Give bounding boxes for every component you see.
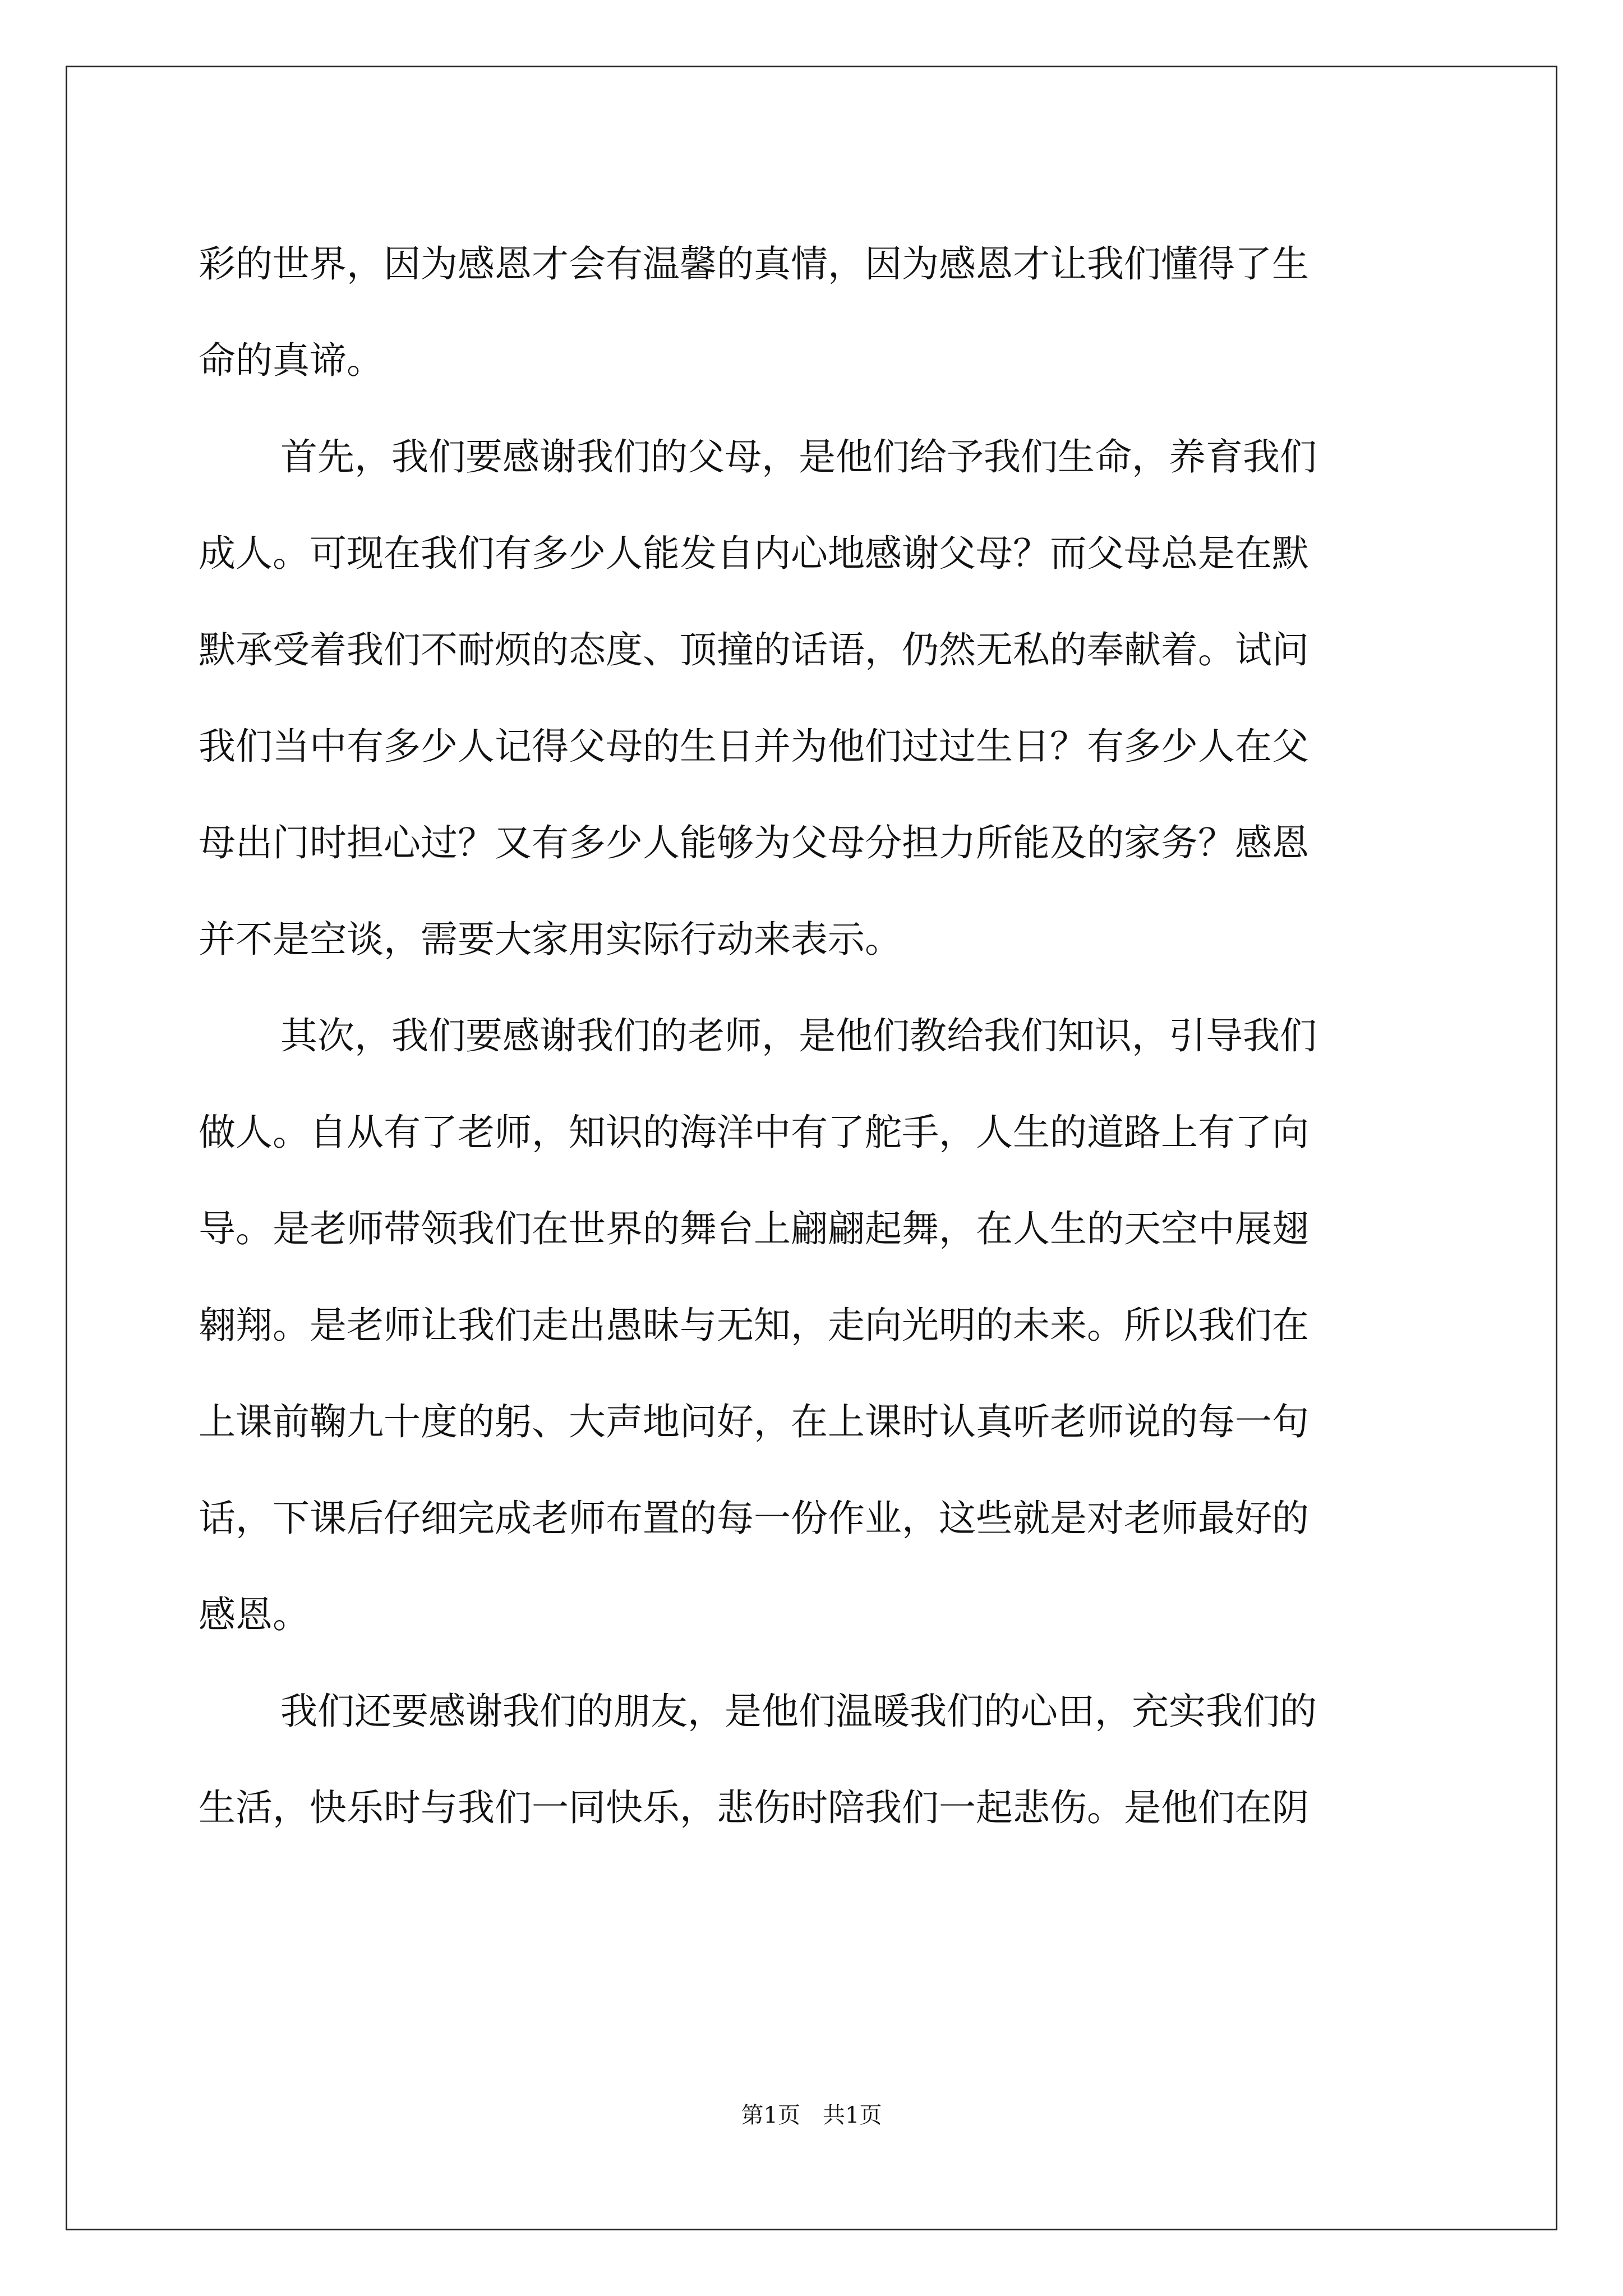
page-number-footer: 第1页 共1页	[741, 2102, 882, 2128]
text-line: 首先，我们要感谢我们的父母，是他们给予我们生命，养育我们	[280, 435, 1317, 478]
paragraph	[199, 409, 1427, 988]
text-line: 做人。自从有了老师，知识的海洋中有了舵手，人生的道路上有了向	[199, 1111, 1309, 1154]
text-line: 默承受着我们不耐烦的态度、顶撞的话语，仍然无私的奉献着。试问	[199, 628, 1309, 671]
text-line: 翱翔。是老师让我们走出愚昧与无知，走向光明的未来。所以我们在	[199, 1304, 1309, 1347]
text-line: 感恩。	[199, 1593, 310, 1636]
paragraph	[199, 216, 1427, 409]
text-line: 成人。可现在我们有多少人能发自内心地感谢父母？而父母总是在默	[199, 532, 1309, 575]
text-line: 彩的世界，因为感恩才会有温馨的真情，因为感恩才让我们懂得了生	[199, 242, 1309, 286]
text-line: 命的真谛。	[199, 339, 384, 382]
document-body	[199, 216, 1427, 1856]
text-line: 生活，快乐时与我们一同快乐，悲伤时陪我们一起悲伤。是他们在阴	[199, 1786, 1309, 1829]
text-line: 导。是老师带领我们在世界的舞台上翩翩起舞，在人生的天空中展翅	[199, 1207, 1309, 1250]
text-line: 并不是空谈，需要大家用实际行动来表示。	[199, 918, 902, 961]
paragraph	[199, 1663, 1427, 1856]
text-line: 我们还要感谢我们的朋友，是他们温暖我们的心田，充实我们的	[280, 1690, 1317, 1733]
paragraph	[199, 988, 1427, 1663]
text-line: 母出门时担心过？又有多少人能够为父母分担力所能及的家务？感恩	[199, 821, 1309, 864]
text-line: 其次，我们要感谢我们的老师，是他们教给我们知识，引导我们	[280, 1014, 1317, 1057]
text-line: 话，下课后仔细完成老师布置的每一份作业，这些就是对老师最好的	[199, 1497, 1309, 1540]
text-line: 我们当中有多少人记得父母的生日并为他们过过生日？有多少人在父	[199, 725, 1309, 768]
text-line: 上课前鞠九十度的躬、大声地问好，在上课时认真听老师说的每一句	[199, 1400, 1309, 1443]
